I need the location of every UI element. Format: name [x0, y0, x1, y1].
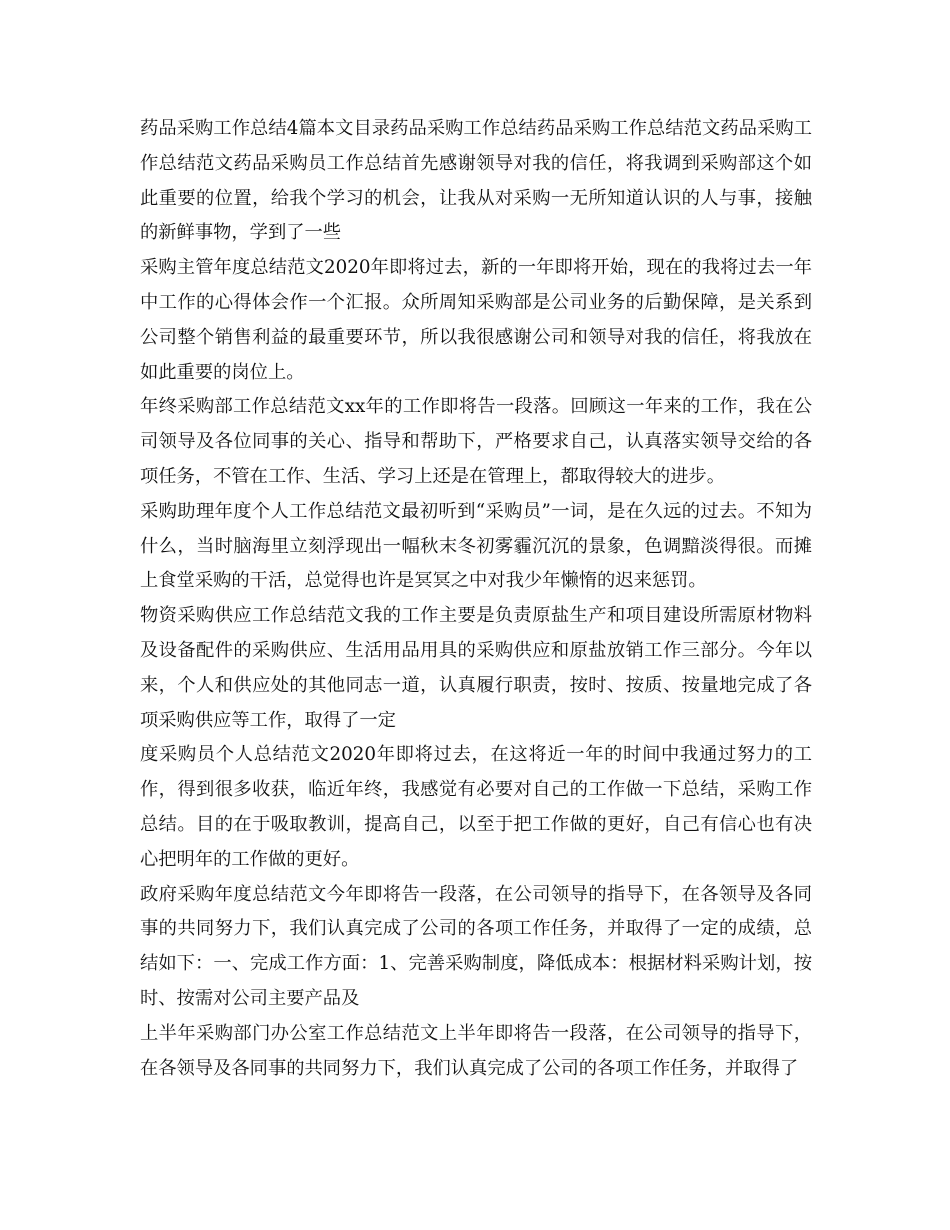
paragraph-4: 采购助理年度个人工作总结范文最初听到“采购员”一词，是在久远的过去。不知为什么，当时脑海里立刻浮现出一幅秋末冬初雾霾沉沉的景象，色调黯淡得很。而摊上食堂采购的干活，总觉得也许是冥冥之中对我少年懒惰的迟来惩罚。 [140, 500, 812, 592]
document-body [140, 112, 812, 1086]
paragraph-3: 年终采购部工作总结范文xx年的工作即将告一段落。回顾这一年来的工作，我在公司领导及各位同事的关心、指导和帮助下，严格要求自己，认真落实领导交给的各项任务，不管在工作、生活、学习上还是在管理上，都取得较大的进步。 [140, 396, 812, 487]
paragraph-7: 政府采购年度总结范文今年即将告一段落，在公司领导的指导下，在各领导及各同事的共同努力下，我们认真完成了公司的各项工作任务，并取得了一定的成绩，总结如下：一、完成工作方面：1、完善采购制度，降低成本：根据材料采购计划，按时、按需对公司主要产品及 [140, 883, 812, 1009]
paragraph-1: 药品采购工作总结4篇本文目录药品采购工作总结药品采购工作总结范文药品采购工作总结范文药品采购员工作总结首先感谢领导对我的信任，将我调到采购部这个如此重要的位置，给我个学习的机会，让我从对采购一无所知道认识的人与事，接触的新鲜事物，学到了一些 [140, 118, 812, 244]
paragraph-5: 物资采购供应工作总结范文我的工作主要是负责原盐生产和项目建设所需原材物料及设备配件的采购供应、生活用品用具的采购供应和原盐放销工作三部分。今年以来，个人和供应处的其他同志一道，认真履行职责，按时、按质、按量地完成了各项采购供应等工作，取得了一定 [140, 605, 812, 731]
paragraph-2: 采购主管年度总结范文2020年即将过去，新的一年即将开始，现在的我将过去一年中工作的心得体会作一个汇报。众所周知采购部是公司业务的后勤保障，是关系到公司整个销售利益的最重要环节，所以我很感谢公司和领导对我的信任，将我放在如此重要的岗位上。 [140, 257, 812, 383]
paragraph-8: 上半年采购部门办公室工作总结范文上半年即将告一段落，在公司领导的指导下，在各领导及各同事的共同努力下，我们认真完成了公司的各项工作任务，并取得了 [140, 1022, 812, 1079]
paragraph-6: 度采购员个人总结范文2020年即将过去，在这将近一年的时间中我通过努力的工作，得到很多收获，临近年终，我感觉有必要对自己的工作做一下总结，采购工作总结。目的在于吸取教训，提高自己，以至于把工作做的更好，自己有信心也有决心把明年的工作做的更好。 [140, 744, 812, 870]
